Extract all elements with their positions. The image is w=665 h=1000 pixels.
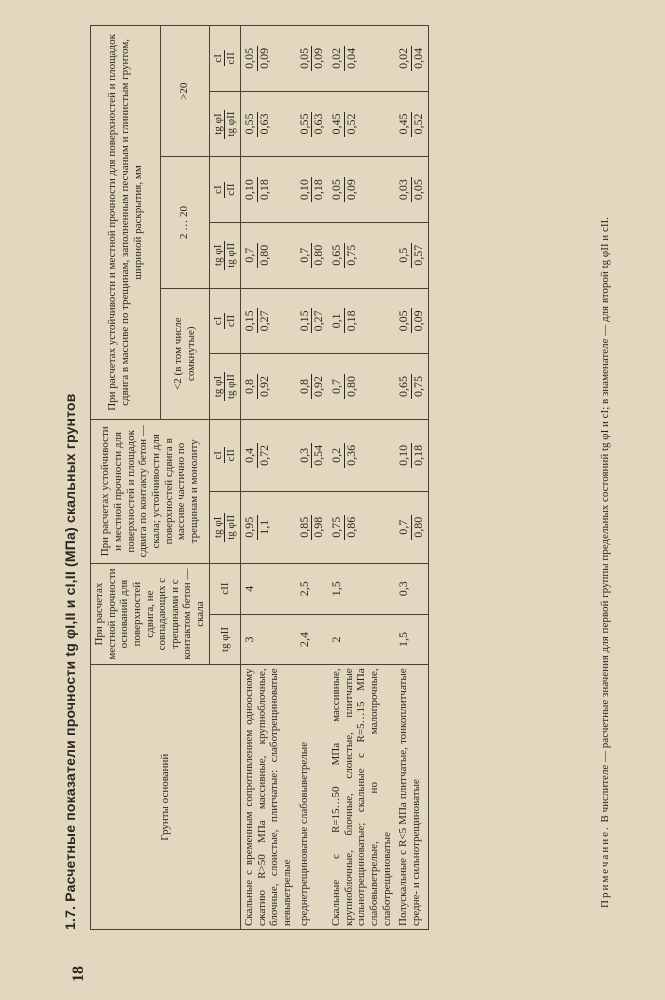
table-note — [598, 25, 613, 930]
fraction-cell: 0,5 0,57 — [395, 222, 428, 288]
fraction-cell: 0,02 0,04 — [328, 26, 395, 92]
fraction-cell: 0,1 0,18 — [328, 288, 395, 354]
value-cell: 1,5 — [328, 563, 395, 614]
fraction-cell: 0,45 0,52 — [328, 91, 395, 157]
fraction-cell: 0,55 0,63 — [296, 91, 329, 157]
fraction-cell: 0,7 0,80 — [328, 354, 395, 420]
header-group3: При расчетах устойчивости и местной прочности для поверхностей и площадок сдвига в массиве по трещинам, заполненным песчаным и глинистым грунтом, шириной раскрытия, мм — [91, 26, 161, 420]
value-cell: 2 — [328, 614, 395, 665]
fraction-cell: 0,05 0,09 — [241, 26, 296, 92]
soil-cell: среднетрещиноватые слабовыветрелые — [296, 665, 329, 930]
fraction-cell: 0,7 0,80 — [241, 222, 296, 288]
col-tg-single: tg φII — [209, 614, 240, 665]
fraction-cell: 0,3 0,54 — [296, 419, 329, 491]
col-tg-fraction: tg φI tg φII — [209, 91, 240, 157]
note-lead: Примечание. — [599, 825, 611, 908]
col-c-fraction: cI cII — [209, 419, 240, 491]
col-c-fraction: cI cII — [209, 157, 240, 223]
fraction-cell: 0,15 0,27 — [241, 288, 296, 354]
fraction-cell: 0,05 0,09 — [296, 26, 329, 92]
col-tg-fraction: tg φI tg φII — [209, 354, 240, 420]
fraction-cell: 0,10 0,18 — [296, 157, 329, 223]
value-cell: 2,4 — [296, 614, 329, 665]
table-row — [296, 26, 329, 930]
fraction-cell: 0,8 0,92 — [241, 354, 296, 420]
value-cell: 4 — [241, 563, 296, 614]
fraction-cell: 0,7 0,80 — [395, 491, 428, 563]
soil-cell: Полускальные с R<5 МПа плитчатые, тонкоплитчатые средне- и сильнотрещиноватые — [395, 665, 428, 930]
fraction-cell: 0,8 0,92 — [296, 354, 329, 420]
value-cell: 2,5 — [296, 563, 329, 614]
header-range-under-2: <2 (в том числе сомкнутые) — [160, 288, 209, 419]
soil-cell: Скальные с R=15…50 МПа массивные, крупноблочные, блочные, слоистые, плитчатые сильнотрещиноватые; скальные с R=5…15 МПа слабовыветрелые, но малопрочные, слаботрещиноватые — [328, 665, 395, 930]
table-row — [395, 26, 428, 930]
fraction-cell: 0,2 0,36 — [328, 419, 395, 491]
col-tg-fraction: tg φI tg φII — [209, 491, 240, 563]
fraction-cell: 0,02 0,04 — [395, 26, 428, 92]
table-row — [241, 26, 296, 930]
fraction-cell: 0,05 0,09 — [328, 157, 395, 223]
header-soils: Грунты оснований — [91, 665, 241, 930]
col-tg-fraction: tg φI tg φII — [209, 222, 240, 288]
fraction-cell: 0,65 0,75 — [395, 354, 428, 420]
header-range-over-20: >20 — [160, 26, 209, 157]
fraction-cell: 0,10 0,18 — [241, 157, 296, 223]
header-group2: При расчетах устойчивости и местной прочности для поверхностей и площадок сдвига по контакту бетон — скала; устойчивости для поверхностей сдвига в массиве частично по трещинам и монолиту — [91, 419, 210, 563]
value-cell: 1,5 — [395, 614, 428, 665]
value-cell: 0,3 — [395, 563, 428, 614]
note-text: В числителе — расчетные значения для первой группы предельных состояний tg φI и cI; в знаменателе — для второй tg φII и cII. — [599, 217, 611, 823]
fraction-cell: 0,95 1,1 — [241, 491, 296, 563]
col-c-fraction: cI cII — [209, 26, 240, 92]
page-number: 18 — [70, 966, 87, 982]
soil-cell: Скальные с временным сопротивлением одноосному сжатию R>50 МПа массивные, крупноблочные, блочные, слоистые, плитчатые: слаботрещиноватые невыветрелые — [241, 665, 296, 930]
value-cell: 3 — [241, 614, 296, 665]
fraction-cell: 0,4 0,72 — [241, 419, 296, 491]
fraction-cell: 0,10 0,18 — [395, 419, 428, 491]
fraction-cell: 0,55 0,63 — [241, 91, 296, 157]
header-group1: При расчетах местной прочности оснований для поверхностей сдвига, не совпадающих с трещинами и с контактом бетон — скала — [91, 563, 210, 665]
fraction-cell: 0,65 0,75 — [328, 222, 395, 288]
fraction-cell: 0,85 0,98 — [296, 491, 329, 563]
col-c-single: cII — [209, 563, 240, 614]
fraction-cell: 0,75 0,86 — [328, 491, 395, 563]
fraction-cell: 0,15 0,27 — [296, 288, 329, 354]
table-row — [328, 26, 395, 930]
fraction-cell: 0,45 0,52 — [395, 91, 428, 157]
fraction-cell: 0,7 0,80 — [296, 222, 329, 288]
strength-table — [90, 25, 429, 930]
col-c-fraction: cI cII — [209, 288, 240, 354]
fraction-cell: 0,03 0,05 — [395, 157, 428, 223]
fraction-cell: 0,05 0,09 — [395, 288, 428, 354]
table-title: 1.7. Расчетные показатели прочности tg φI,II и cI,II (МПа) скальных грунтов — [62, 393, 78, 930]
header-range-2-20: 2 … 20 — [160, 157, 209, 288]
